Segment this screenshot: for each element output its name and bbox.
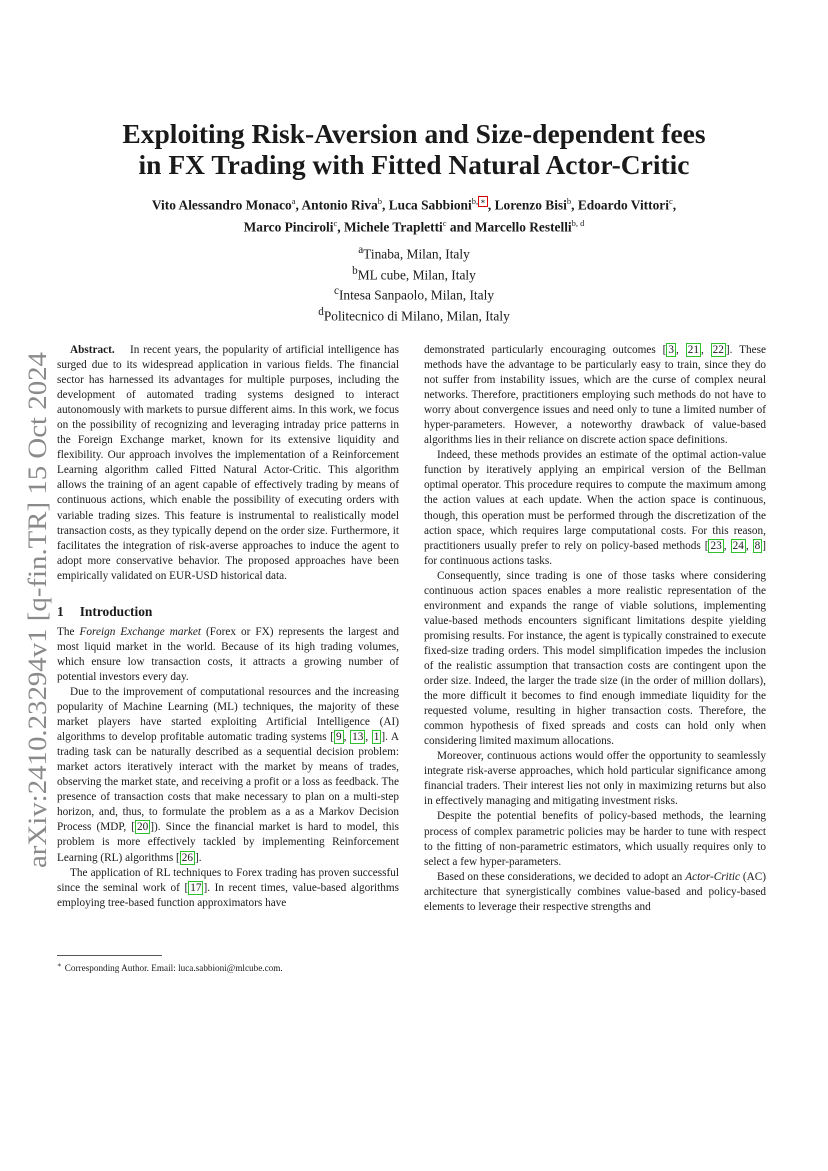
author-affiliation-mark: a	[291, 196, 296, 206]
text-run: ,	[723, 539, 731, 552]
author-name: Edoardo Vittori	[577, 197, 669, 213]
author-separator: and	[446, 219, 475, 235]
section-number: 1	[57, 603, 64, 619]
author-affiliation-mark: c	[668, 196, 673, 206]
arxiv-stamp-text: arXiv:2410.23294v1 [q-fin.TR] 15 Oct 2024	[22, 394, 52, 868]
text-run: demonstrated particularly encouraging outcomes [	[424, 344, 667, 356]
affiliation-item	[60, 263, 768, 284]
affiliation-text: ML cube, Milan, Italy	[357, 267, 476, 283]
author-name: Luca Sabbioni	[388, 197, 472, 213]
text-run: ,	[365, 731, 372, 744]
abstract-label: Abstract.	[70, 344, 115, 356]
corresponding-author-footnote-link[interactable]: ∗	[480, 196, 486, 206]
author-separator: ,	[337, 219, 344, 235]
affiliation-item	[60, 304, 768, 325]
author-name: Marcello Restelli	[474, 219, 572, 235]
affiliation-mark: a	[358, 244, 364, 256]
section-title: Introduction	[79, 603, 153, 619]
citation-link[interactable]: 24	[732, 539, 744, 552]
affiliation-text: Tinaba, Milan, Italy	[363, 246, 470, 262]
affiliation-mark: c	[333, 285, 339, 298]
author-separator: ,	[382, 197, 389, 213]
text-run: Based on these considerations, we decided to adopt an	[437, 870, 686, 883]
affiliation-text: Politecnico di Milano, Milan, Italy	[323, 308, 510, 324]
text-run: ]. These methods have the advantage to be particularly easy to train, since they do not suffer from instability issues, which are the curse of complex neural networks. Therefore, practitioners employing such methods do not have to worry about convergence issues and need only to tune a limited number of hyper-parameters. However, a noteworthy drawback of value-based algorithms lies in their reliance on discrete action space definitions.	[424, 344, 767, 447]
title-line-1: Exploiting Risk-Aversion and Size-dependent fees	[122, 118, 706, 149]
author-list	[60, 192, 768, 237]
citation-link[interactable]: 21	[687, 344, 699, 356]
section-heading-introduction	[57, 604, 399, 619]
text-run: ] for continuous actions tasks.	[424, 539, 767, 567]
footnote-mark: ∗	[57, 961, 62, 969]
text-run: ].	[195, 851, 202, 864]
author-name: Vito Alessandro Monaco	[151, 197, 292, 213]
author-affiliation-mark: c	[442, 218, 447, 229]
citation-link[interactable]: 9	[336, 731, 342, 744]
author-affiliation-mark: c	[333, 218, 338, 229]
citation-link[interactable]: 8	[754, 539, 761, 552]
affiliation-list	[60, 242, 768, 325]
abstract-paragraph	[57, 343, 399, 584]
intro-paragraph-2	[57, 685, 399, 866]
right-paragraph-5: Despite the potential benefits of policy-based methods, the learning process of complex parametric policies may be harder to tune with respect to the fitting of non-parametric estimators, which usually requires only to select a few hyper-parameters.	[424, 810, 766, 868]
citation-link[interactable]: 3	[668, 344, 675, 356]
author-name: Antonio Riva	[301, 197, 378, 213]
author-line-2	[60, 214, 768, 236]
footnote-text: Corresponding Author. Email: luca.sabbioni@mlcube.com.	[64, 963, 283, 974]
right-paragraph-3: Consequently, since trading is one of those tasks where considering continuous action spaces enables a more realistic representation of the environment and expands the range of viable solutions, implementing value-based methods encounters significant limitations despite yielding promising results. For instance, the agent is typically constrained to execute fixed-size trading orders. This model simplification impedes the inclusion of the realistic assumption that transaction costs are contingent upon the order size. Indeed, the larger the trade size (in the order of million dollars), the more difficult it becomes to find enough immediate liquidity for the requested volume, resulting in higher transaction costs. Therefore, the common hypothesis of fixed spreads and costs can hold only when considering limited maximum allocations.	[424, 569, 766, 748]
arxiv-stamp	[18, 350, 54, 870]
title-line-2: in FX Trading with Fitted Natural Actor-Critic	[138, 149, 690, 180]
author-name: Lorenzo Bisi	[494, 197, 567, 213]
citation-link[interactable]: 23	[710, 539, 722, 552]
citation-link[interactable]: 22	[712, 344, 724, 356]
citation-link[interactable]: 1	[373, 731, 380, 744]
author-separator: ,	[487, 197, 495, 213]
text-run: ,	[676, 344, 686, 356]
author-name: Marco Pinciroli	[243, 219, 334, 235]
text-run: ]). Since the financial market is hard to model, this problem is more effectively tackled by implementing Reinforcement Learning (RL) algorithms [	[57, 821, 399, 864]
author-affiliation-mark: b	[377, 196, 383, 206]
right-column	[424, 343, 766, 915]
arxiv-stamp-svg	[18, 350, 54, 870]
text-run: ]. A trading task can be naturally described as a sequential decision problem: market actors iteratively interact with the market by means of trades, observing the market state, and receiving a profit or a loss as feedback. The presence of transaction costs that make necessary to plan on a multi-step horizon, and, thus, to formulate the problem as a as a Markov Decision Process (MDP, [	[57, 731, 400, 834]
text-run: ]. In recent times, value-based algorithms employing tree-based function approximators have	[57, 881, 399, 909]
paper-title	[60, 118, 768, 180]
author-separator: ,	[295, 197, 302, 213]
author-affiliation-mark: b	[566, 196, 572, 206]
text-run: Indeed, these methods provides an estimate of the optimal action-value function by iteratively applying an empirical version of the Bellman optimal operator. This procedure requires to compute the maximum among the action values at each update. When the action space is continuous, though, this operation must be performed through the discretization of the action space, which requires large computational costs. For this reason, practitioners usually prefer to rely on policy-based methods [	[424, 449, 766, 552]
text-run: ,	[343, 731, 351, 744]
author-affiliation-mark: b, d	[571, 218, 585, 229]
right-paragraph-2	[424, 448, 766, 568]
abstract-text: In recent years, the popularity of artificial intelligence has surged due to its widespread application in various fields. The financial sector has harnessed its advantages for multiple purposes, including the development of automated trading systems designed to interact autonomously with markets to pursue different aims. In this work, we focus on the possibility of recognizing and leveraging intraday price patterns in the Foreign Exchange market, known for its extensive liquidity and flexibility. Our approach involves the implementation of a Reinforcement Learning algorithm called Fitted Natural Actor-Critic. This algorithm allows the training of an agent capable of effectively trading by means of continuous actions, which enable the possibility of executing orders with variable trading sizes. This feature is instrumental to realistically model transaction costs, as they typically depend on the order size. Furthermore, it facilitates the integration of risk-averse approaches to induce the agent to adopt more conservative behavior. The proposed approaches have been empirically validated on EUR-USD historical data.	[57, 344, 399, 582]
affiliation-mark: d	[318, 306, 324, 319]
affiliation-text: Intesa Sanpaolo, Milan, Italy	[338, 287, 495, 303]
text-run: (AC) architecture that synergistically combines value-based and policy-based elements to leverage their respective strengths and	[424, 870, 767, 913]
author-name: Michele Trapletti	[343, 219, 443, 235]
author-separator: ,	[571, 197, 578, 213]
footnote-rule	[57, 955, 162, 956]
emphasis-text: Foreign Exchange market	[79, 625, 201, 638]
intro-paragraph-1	[57, 625, 399, 685]
text-run: The application of RL techniques to Forex trading has proven successful since the seminal work of [	[57, 866, 399, 894]
affiliation-mark: b	[352, 264, 358, 277]
affiliation-item	[60, 242, 768, 263]
text-run: The	[57, 625, 80, 638]
author-affiliation-mark: b,	[471, 196, 479, 206]
right-paragraph-4: Moreover, continuous actions would offer the opportunity to seamlessly integrate risk-averse approaches, which hold particular significance among financial traders. Their interest lies not only in maximizing returns but also in effectively managing and mitigating investment risks.	[424, 750, 766, 808]
text-run: (Forex or FX) represents the largest and most liquid market in the world. Because of its high trading volumes, which ensure low transaction costs, it attracts a growing number of potential investors every day.	[57, 625, 399, 683]
citation-link[interactable]: 20	[136, 821, 149, 834]
author-separator: ,	[672, 197, 677, 213]
footnote	[57, 959, 399, 974]
text-run: ,	[700, 344, 711, 356]
right-paragraph-1	[424, 343, 766, 448]
emphasis-text: Actor-Critic	[685, 870, 740, 883]
intro-paragraph-3	[57, 866, 399, 911]
author-line-1	[60, 192, 768, 214]
text-run: ,	[745, 539, 753, 552]
text-run: Due to the improvement of computational resources and the increasing popularity of Machine Learning (ML) techniques, the majority of these market players have started exploiting Artificial Intelligence (AI) algorithms to develop profitable automatic trading systems [	[57, 685, 399, 744]
left-column	[57, 343, 399, 911]
citation-link[interactable]: 13	[352, 731, 364, 744]
citation-link[interactable]: 17	[190, 881, 202, 894]
affiliation-item	[60, 283, 768, 304]
right-paragraph-6	[424, 870, 766, 915]
citation-link[interactable]: 26	[181, 851, 194, 864]
